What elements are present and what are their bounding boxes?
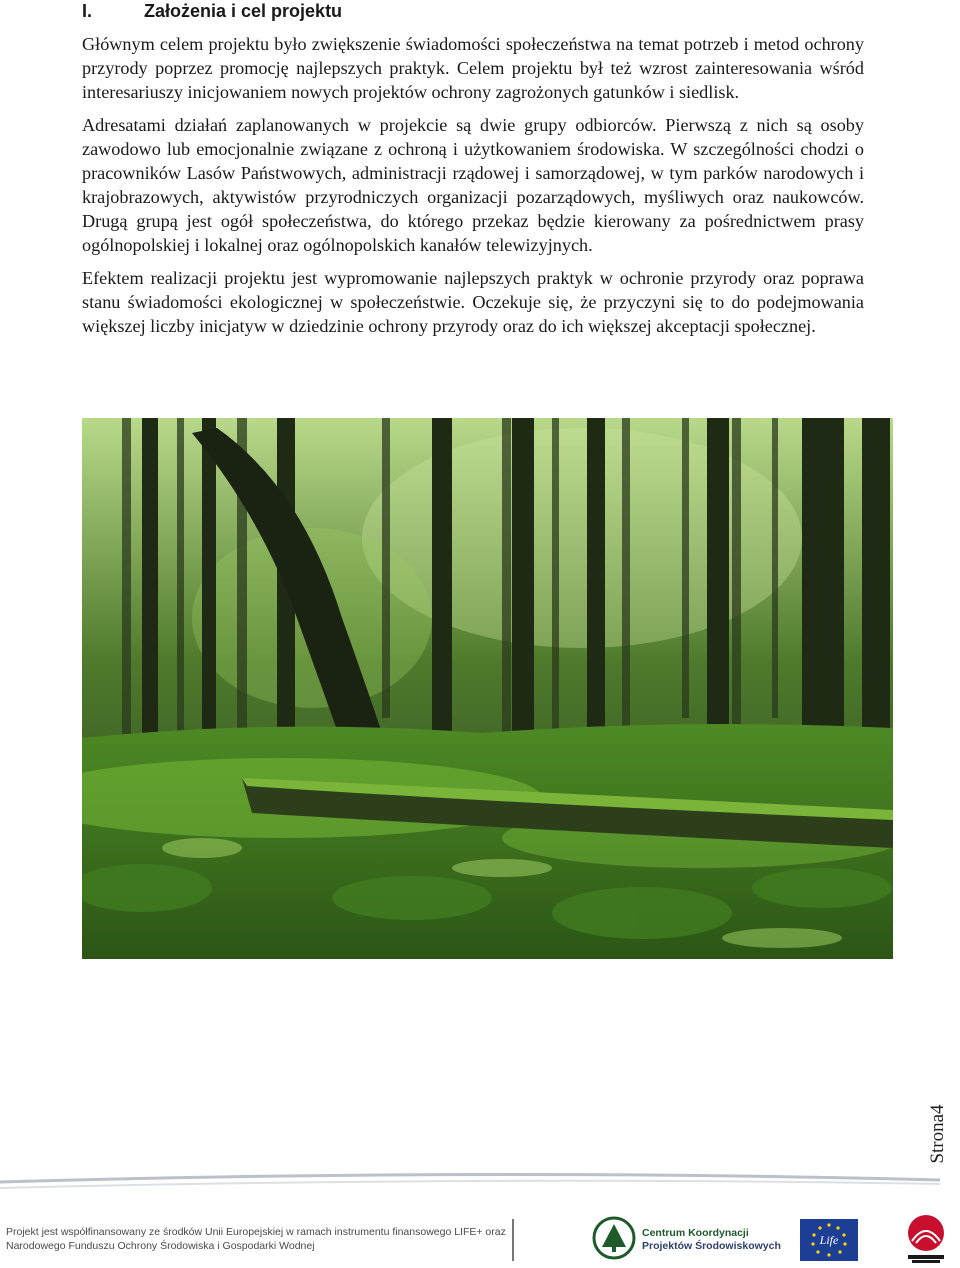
footer bbox=[0, 1205, 960, 1268]
nfosigw-logo bbox=[904, 1213, 948, 1265]
page-number: Strona4 bbox=[927, 1104, 948, 1164]
ckps-line2: Projektów Środowiskowych bbox=[642, 1240, 781, 1252]
life-eu-logo bbox=[800, 1219, 858, 1261]
cofinance-text: Projekt jest współfinansowany ze środków Unii Europejskiej w ramach instrumentu finansowego LIFE+ oraz Narodowego Funduszu Ochrony Środowiska i Gospodarki Wodnej bbox=[6, 1226, 506, 1252]
paragraph-audience: Adresatami działań zaplanowanych w projekcie są dwie grupy odbiorców. Pierwszą z nich są osoby zawodowo lub emocjonalnie związane z ochroną i użytkowaniem środowiska. W szczególności chodzi o pracowników Lasów Państwowych, administracji rządowej i samorządowej, w tym parków narodowych i krajobrazowych, aktywistów przyrodniczych organizacji pozarządowych, myśliwych oraz naukowców. Drugą grupą jest ogół społeczeństwa, do którego przekaz będzie kierowany za pośrednictwem prasy ogólnopolskiej i lokalnej oraz ogólnopolskich kanałów telewizyjnych. bbox=[82, 115, 864, 255]
ckps-line1: Centrum Koordynacji bbox=[642, 1227, 749, 1239]
life-logo-label: Life bbox=[819, 1233, 839, 1247]
forest-photo bbox=[82, 418, 893, 959]
section-number: I. bbox=[82, 1, 93, 21]
lasy-panstwowe-logo bbox=[592, 1215, 636, 1261]
section-heading bbox=[82, 0, 342, 22]
paragraph-goal: Głównym celem projektu było zwiększenie świadomości społeczeństwa na temat potrzeb i metod ochrony przyrody poprzez promocję najlepszych praktyk. Celem projektu był też wzrost zainteresowania wśród interesariuszy inicjowaniem nowych projektów ochrony zagrożonych gatunków i siedlisk. bbox=[82, 34, 864, 102]
footer-divider bbox=[512, 1219, 514, 1261]
ckps-logo-text bbox=[642, 1227, 781, 1253]
section-title: Założenia i cel projektu bbox=[144, 1, 343, 21]
paragraph-effect: Efektem realizacji projektu jest wypromowanie najlepszych praktyk w ochronie przyrody oraz poprawa stanu świadomości ekologicznej w społeczeństwie. Oczekuje się, że przyczyni się to do podejmowania większej liczby inicjatyw w dziedzinie ochrony przyrody oraz do ich większej akceptacji społecznej. bbox=[82, 268, 864, 336]
footer-swoosh bbox=[0, 1160, 960, 1200]
body-text bbox=[82, 32, 864, 347]
